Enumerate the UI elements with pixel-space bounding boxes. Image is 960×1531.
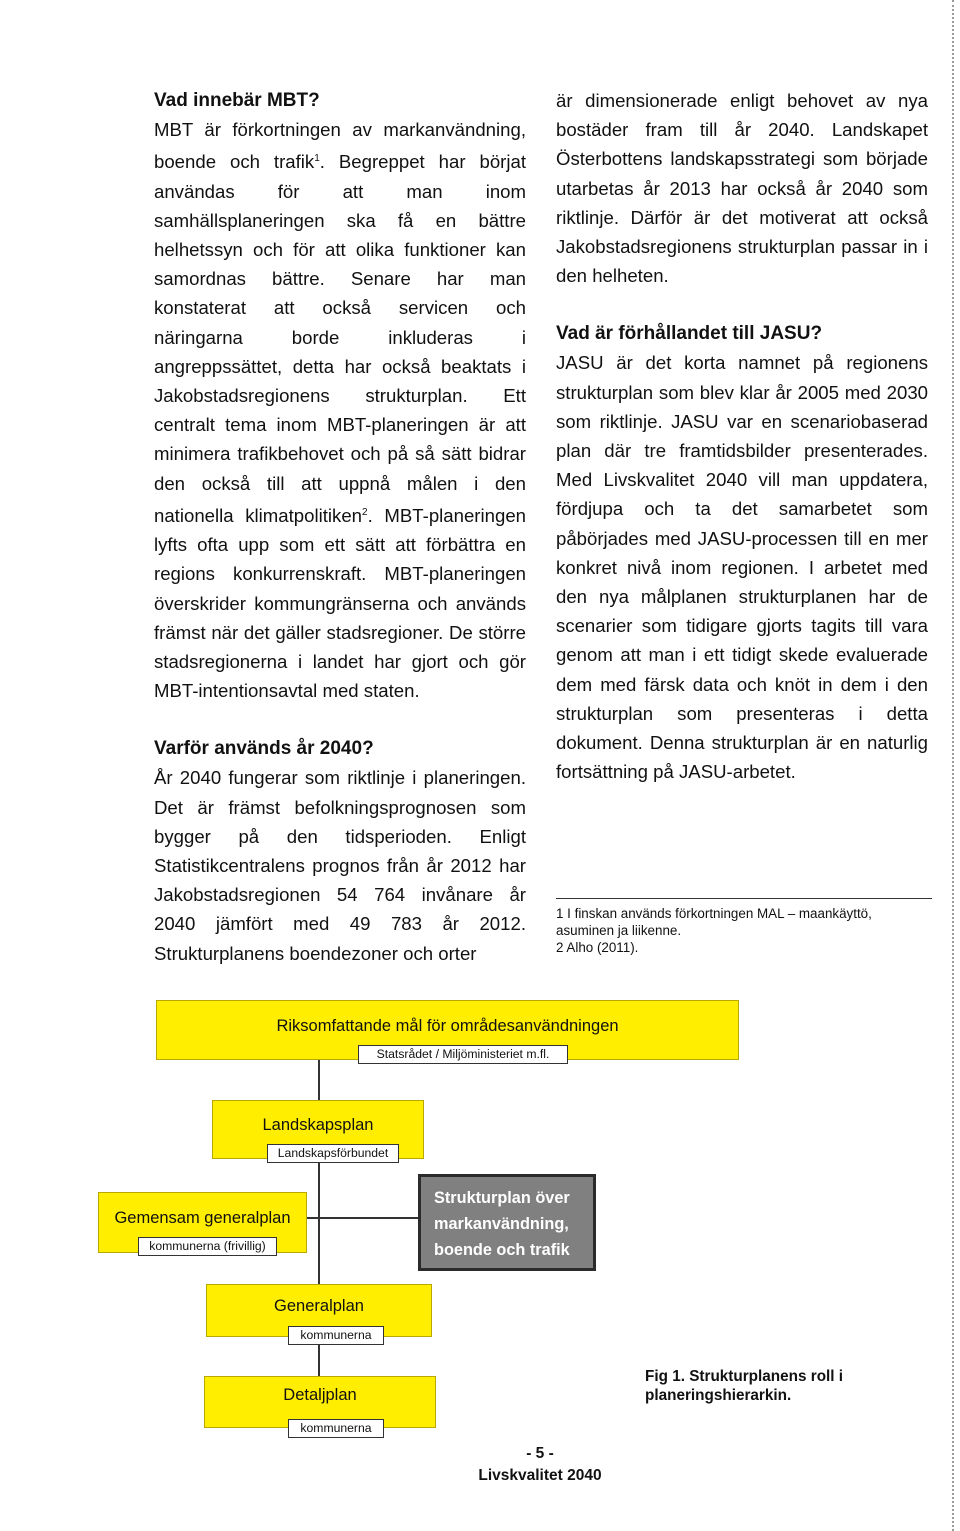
paragraph-mbt-part1: MBT är förkortningen av markanvändning, boende och trafik xyxy=(154,119,526,173)
footnotes xyxy=(556,898,932,956)
left-column xyxy=(154,86,526,968)
diagram-tag-statsradet: Statsrådet / Miljöministeriet m.fl. xyxy=(358,1045,568,1064)
connector-line xyxy=(318,1060,320,1100)
page-edge-guide xyxy=(952,0,954,1531)
footnote-2: 2 Alho (2011). xyxy=(556,940,639,955)
right-column xyxy=(556,86,928,786)
document-title: Livskvalitet 2040 xyxy=(478,1467,602,1484)
diagram-tag-kommunerna-detaljplan: kommunerna xyxy=(288,1419,384,1438)
page-number: - 5 - xyxy=(526,1445,554,1462)
diagram-box-detaljplan-title: Detaljplan xyxy=(283,1386,357,1404)
diagram-tag-kommunerna-generalplan: kommunerna xyxy=(288,1326,384,1345)
footnote-ref-1: 1 xyxy=(314,153,320,165)
connector-line xyxy=(307,1217,318,1219)
paragraph-2040: År 2040 fungerar som riktlinje i planeringen. Det är främst befolkningsprognosen som bygger på den tidsperioden. Enligt Statistikcentralens prognos från år 2012 har Jakobstadsregionen 54 764 invånare år 2040 jämfört med 49 783 år 2012. Strukturplanens boendezoner och orter xyxy=(154,767,526,964)
page-footer xyxy=(470,1443,610,1487)
diagram-box-riksomfattande-title: Riksomfattande mål för områdesanvändningen xyxy=(276,1017,619,1035)
heading-vad-innebar-mbt: Vad innebär MBT? xyxy=(154,90,320,111)
heading-forhallandet-jasu: Vad är förhållandet till JASU? xyxy=(556,323,823,345)
footnote-1: 1 I finskan används förkortningen MAL – maankäyttö, asuminen ja liikenne. xyxy=(556,906,872,938)
diagram-tag-landskapsforbundet: Landskapsförbundet xyxy=(267,1144,399,1163)
diagram-box-gemensam-generalplan-title: Gemensam generalplan xyxy=(114,1209,291,1227)
paragraph-mbt-part3: . MBT-planeringen lyfts ofta upp som ett sätt att förbättra en regions konkurrenskraft. MBT-planeringen överskrider kommungränserna och används främst när det gäller stadsregioner. De större stadsregionerna i landet har gjort och gör MBT-intentionsavtal med staten. xyxy=(154,505,526,702)
diagram-box-landskapsplan-title: Landskapsplan xyxy=(262,1116,374,1134)
diagram-box-generalplan-title: Generalplan xyxy=(274,1297,364,1315)
paragraph-mbt xyxy=(154,115,526,705)
connector-line xyxy=(320,1217,418,1219)
diagram-tag-kommunerna-frivillig: kommunerna (frivillig) xyxy=(138,1237,277,1256)
paragraph-dimensionerade: är dimensionerade enligt behovet av nya bostäder fram till år 2040. Landskapet Österbottens landskapsstrategi som började utarbetas år 2013 har också år 2040 som riktlinje. Därför är det motiverat att också Jakobstadsregionens strukturplan passar in i den helheten. xyxy=(556,90,928,287)
connector-line xyxy=(318,1159,320,1285)
paragraph-mbt-part2: . Begreppet har börjat användas för att man inom samhällsplaneringen ska få en bättre helhetssyn och för att olika funktioner kan samordnas bättre. Senare har man konstaterat att också servicen och näringarna borde inkluderas i angreppssättet, detta har också beaktats i Jakobstadsregionens strukturplan. Ett centralt tema inom MBT-planeringen är att minimera trafikbehovet och på så sätt bidrar den också till att uppnå målen i den nationella klimatpolitiken xyxy=(154,151,526,527)
diagram-box-strukturplan: Strukturplan över markanvändning, boende och trafik xyxy=(418,1174,596,1271)
heading-varfor-2040: Varför används år 2040? xyxy=(154,738,374,760)
figure-caption: Fig 1. Strukturplanens roll i planeringshierarkin. xyxy=(645,1368,844,1404)
paragraph-jasu: JASU är det korta namnet på regionens strukturplan som blev klar år 2005 med 2030 som riktlinje. JASU var en scenariobaserad plan där tre framtidsbilder presenterades. Med Livskvalitet 2040 vill man uppdatera, fördjupa och ta det samarbetet som påbörjades med JASU-processen till en mer konkret nivå inom regionen. I arbetet med den nya målplanen strukturplanen har de scenarier som tidigare gjorts tagits till vara genom att man i ett tidigt skede evaluerade dem med färsk data och knöt in dem i den strukturplan som presenteras i detta dokument. Denna strukturplan är en naturlig fortsättning på JASU-arbetet. xyxy=(556,352,928,783)
footnote-ref-2: 2 xyxy=(362,506,368,518)
